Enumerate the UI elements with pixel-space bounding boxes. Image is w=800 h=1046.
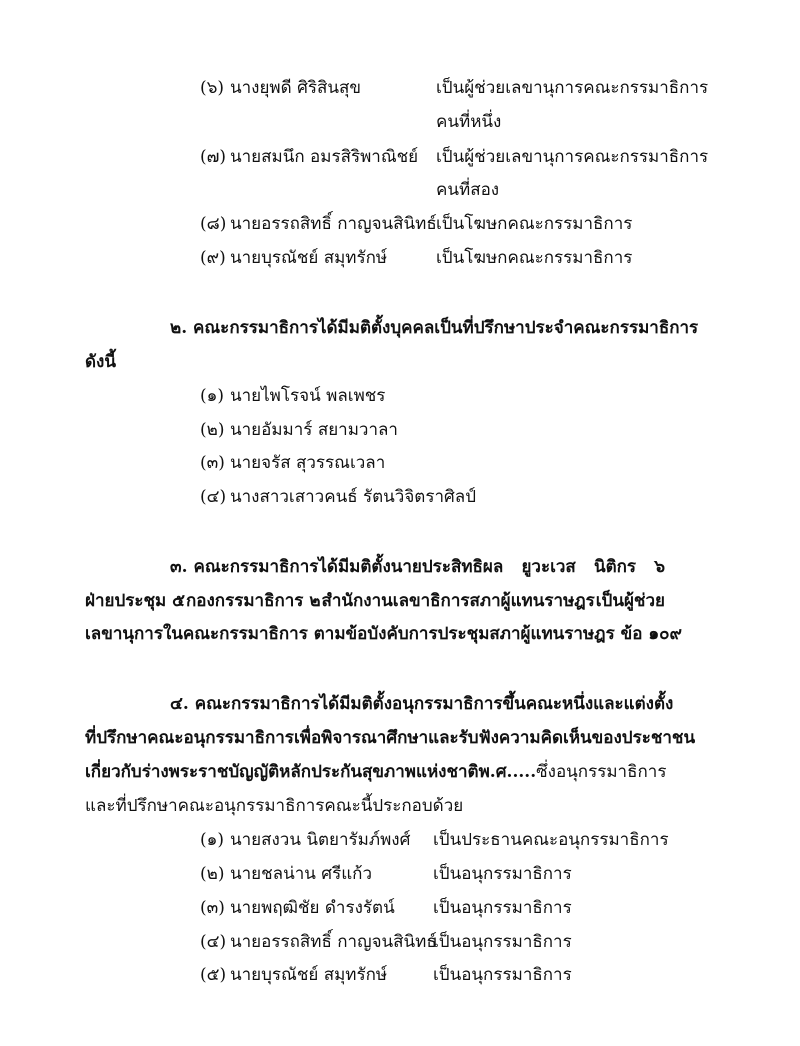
- section-4-line-3-part-4: ซึ่งอนุกรรมาธิการ: [536, 762, 667, 782]
- section-3-line-2-part-3: สำนักงานเลขาธิการสภาผู้แทนราษฎร: [321, 591, 595, 611]
- member-1-6-number: (๖): [200, 78, 225, 98]
- subcommittee-member-3-role: เป็นอนุกรรมาธิการ: [433, 898, 572, 918]
- section-3-line-2-part-2: กองกรรมาธิการ ๒: [185, 591, 321, 611]
- section-2-heading-cont: ดังนี้: [85, 352, 116, 372]
- member-1-9-role: เป็นโฆษกคณะกรรมาธิการ: [436, 248, 633, 268]
- section-4-line-4: และที่ปรึกษาคณะอนุกรรมาธิการคณะนี้ประกอบด้วย: [85, 796, 464, 816]
- member-1-9-number: (๙): [200, 248, 226, 268]
- section-4-line-3: [85, 760, 665, 784]
- section-4-line-3-part-3: ....: [512, 762, 537, 782]
- subcommittee-member-4-name: นายอรรถสิทธิ์ กาญจนสินิทธ์: [230, 932, 437, 952]
- member-1-7-role: เป็นผู้ช่วยเลขานุการคณะกรรมาธิการ: [436, 147, 709, 167]
- subcommittee-member-1-number: (๑): [200, 830, 225, 850]
- section-4-line-3-part-2: พ.ศ.: [478, 762, 513, 782]
- member-1-6-role: เป็นผู้ช่วยเลขานุการคณะกรรมาธิการ: [436, 78, 709, 98]
- subcommittee-member-5-name: นายบุรณัชย์ สมุทรักษ์: [230, 965, 388, 985]
- advisor-2-name: นายอัมมาร์ สยามวาลา: [230, 420, 398, 440]
- member-1-9-name: นายบุรณัชย์ สมุทรักษ์: [230, 248, 388, 268]
- section-3-line-1-part-2: ยูวะเวส: [521, 557, 576, 577]
- subcommittee-member-2-number: (๒): [200, 864, 225, 884]
- advisor-1-name: นายไพโรจน์ พลเพชร: [230, 386, 386, 406]
- member-1-7-role-cont: คนที่สอง: [436, 180, 500, 200]
- subcommittee-member-2-role: เป็นอนุกรรมาธิการ: [433, 864, 572, 884]
- member-1-6-role-cont: คนที่หนึ่ง: [436, 112, 502, 132]
- member-1-8-number: (๘): [200, 214, 227, 234]
- section-4-line-1-part-2: และแต่งตั้ง: [593, 694, 674, 714]
- section-3-line-3: เลขานุการในคณะกรรมาธิการ ตามข้อบังคับการประชุมสภาผู้แทนราษฎร ข้อ ๑๐๙: [85, 624, 682, 644]
- member-1-7-name: นายสมนึก อมรสิริพาณิชย์: [230, 147, 419, 167]
- section-3-line-2-part-4: เป็นผู้ช่วย: [595, 591, 665, 611]
- advisor-3-name: นายจรัส สุวรรณเวลา: [230, 453, 386, 473]
- section-3-line-1: [170, 555, 665, 579]
- section-4-line-3-part-1: เกี่ยวกับร่างพระราชบัญญัติหลักประกันสุขภาพแห่งชาติ: [85, 762, 479, 782]
- subcommittee-member-3-number: (๓): [200, 898, 225, 918]
- subcommittee-member-5-number: (๕): [200, 965, 227, 985]
- section-4-line-2-part-1: ที่ปรึกษาคณะอนุกรรมาธิการ: [85, 728, 294, 748]
- member-1-7-number: (๗): [200, 147, 227, 167]
- member-1-8-name: นายอรรถสิทธิ์ กาญจนสินิทธ์: [230, 214, 437, 234]
- section-3-line-1-part-1: ๓. คณะกรรมาธิการได้มีมติตั้งนายประสิทธิผล: [170, 557, 504, 577]
- section-3-line-1-part-3: นิติกร: [593, 557, 637, 577]
- section-4-line-1: [170, 692, 674, 716]
- advisor-4-name: นางสาวเสาวคนธ์ รัตนวิจิตราศิลป์: [230, 487, 477, 507]
- subcommittee-member-4-role: เป็นอนุกรรมาธิการ: [433, 932, 572, 952]
- subcommittee-member-5-role: เป็นอนุกรรมาธิการ: [433, 965, 572, 985]
- subcommittee-member-2-name: นายชลน่าน ศรีแก้ว: [230, 864, 372, 884]
- section-4-line-2-part-2: เพื่อพิจารณาศึกษาและรับฟังความคิดเห็นของประชาชน: [293, 728, 696, 748]
- section-3-line-2-part-1: ฝ่ายประชุม ๕: [85, 591, 186, 611]
- subcommittee-member-3-name: นายพฤฒิชัย ดำรงรัตน์: [230, 898, 395, 918]
- subcommittee-member-4-number: (๔): [200, 932, 227, 952]
- advisor-4-number: (๔): [200, 487, 227, 507]
- section-4-line-2: [85, 726, 696, 750]
- section-4-line-1-part-1: ๔. คณะกรรมาธิการได้มีมติตั้งอนุกรรมาธิการขึ้นคณะหนึ่ง: [170, 694, 594, 714]
- advisor-3-number: (๓): [200, 453, 225, 473]
- subcommittee-member-1-name: นายสงวน นิตยารัมภ์พงศ์: [230, 830, 411, 850]
- section-3-line-2: [85, 589, 665, 613]
- member-1-6-name: นางยุพดี ศิริสินสุข: [230, 78, 361, 98]
- advisor-1-number: (๑): [200, 386, 225, 406]
- section-3-line-1-part-4: ๖: [654, 557, 665, 577]
- advisor-2-number: (๒): [200, 420, 225, 440]
- section-2-heading: ๒. คณะกรรมาธิการได้มีมติตั้งบุคคลเป็นที่ปรึกษาประจำคณะกรรมาธิการ: [170, 318, 699, 338]
- subcommittee-member-1-role: เป็นประธานคณะอนุกรรมาธิการ: [433, 830, 669, 850]
- member-1-8-role: เป็นโฆษกคณะกรรมาธิการ: [436, 214, 633, 234]
